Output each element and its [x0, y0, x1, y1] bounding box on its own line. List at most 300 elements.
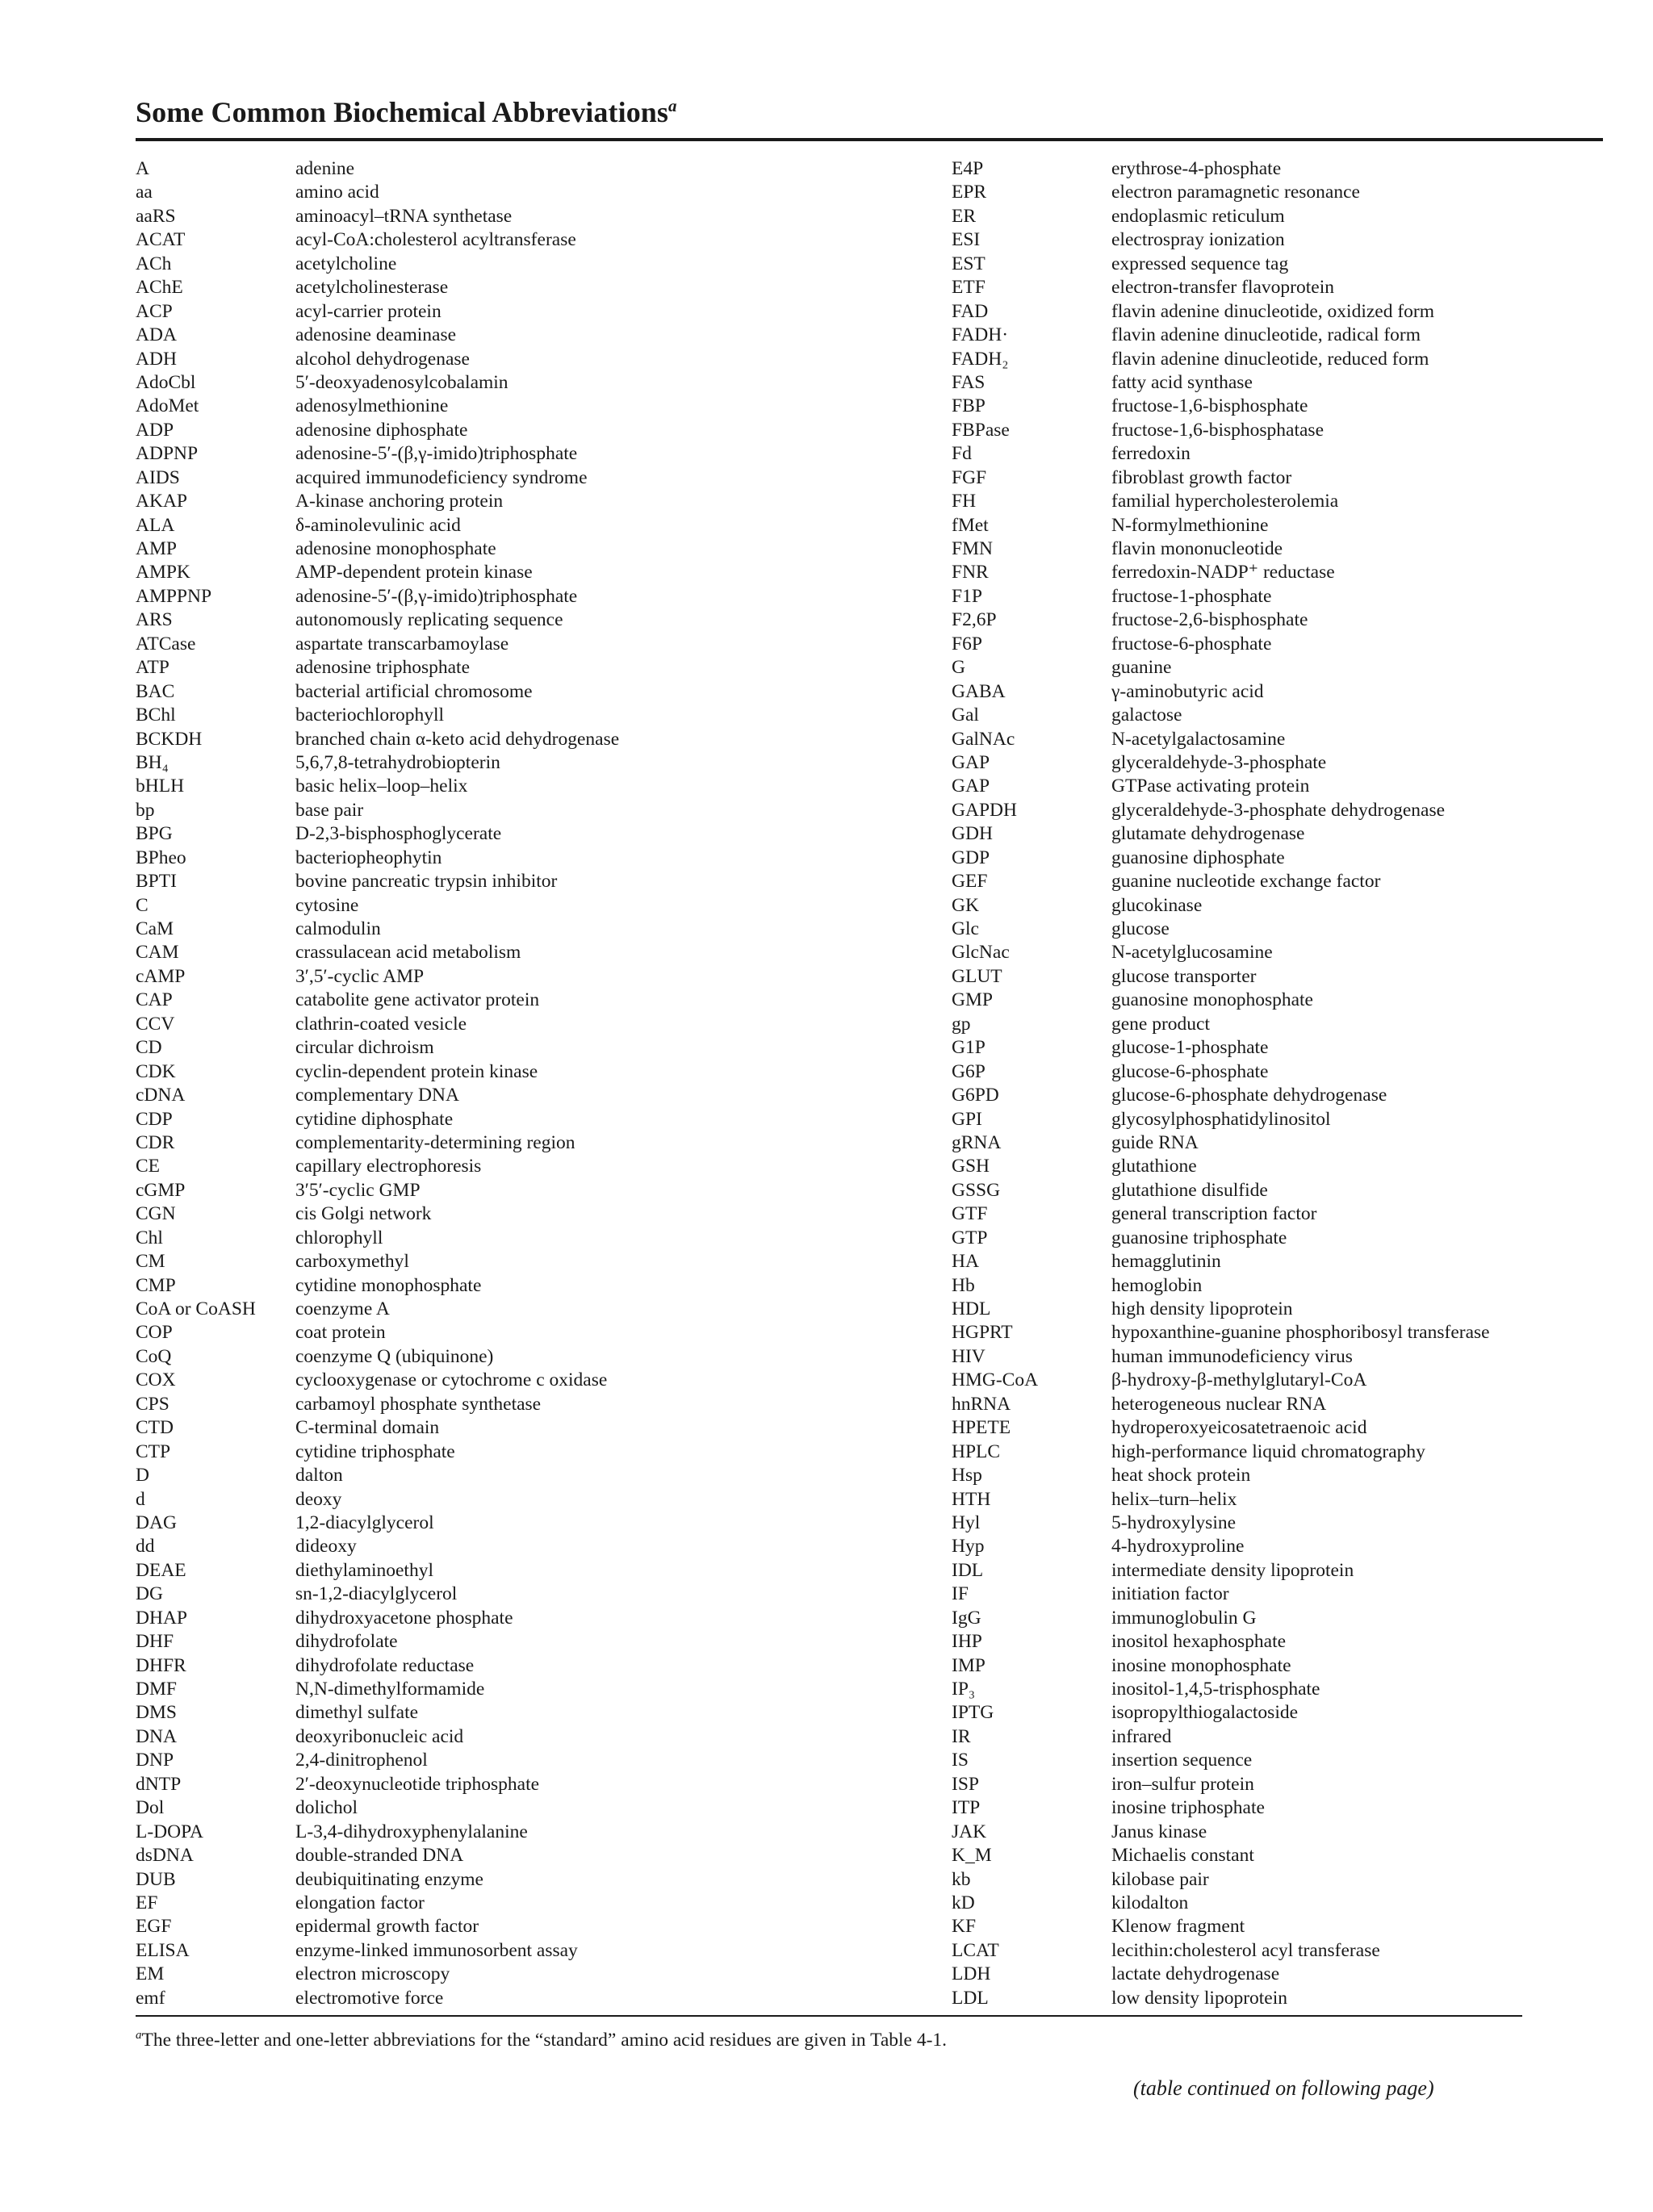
abbreviation-row — [952, 276, 1490, 299]
abbreviation-row — [952, 1512, 1490, 1535]
abbreviation: HTH — [952, 1488, 991, 1510]
abbreviation: FNR — [952, 562, 989, 583]
abbreviation-row — [136, 276, 619, 299]
abbreviation-row — [136, 561, 619, 584]
title-text: Some Common Biochemical Abbreviations — [136, 96, 669, 128]
definition: iron–sulfur protein — [1111, 1773, 1254, 1795]
definition: dolichol — [295, 1797, 358, 1819]
definition: helix–turn–helix — [1111, 1488, 1237, 1510]
abbreviation: BPTI — [136, 871, 177, 893]
abbreviation: G6PD — [952, 1085, 999, 1106]
definition: carboxymethyl — [295, 1251, 409, 1273]
abbreviation-row — [136, 157, 619, 181]
abbreviation: COP — [136, 1322, 173, 1344]
abbreviation-row — [136, 324, 619, 347]
definition: glutathione disulfide — [1111, 1179, 1268, 1201]
continued-note: (table continued on following page) — [1133, 2076, 1434, 2100]
abbreviation: AdoCbl — [136, 371, 196, 393]
abbreviation-row — [136, 1607, 619, 1630]
abbreviation: IS — [952, 1750, 969, 1771]
abbreviation-row — [136, 253, 619, 276]
abbreviation-row — [952, 704, 1490, 727]
abbreviation-row — [952, 1416, 1490, 1440]
abbreviation-row — [952, 253, 1490, 276]
abbreviation-row — [952, 585, 1490, 608]
definition: bacteriochlorophyll — [295, 705, 445, 726]
definition: bacteriopheophytin — [295, 847, 442, 868]
definition: fructose-1-phosphate — [1111, 585, 1272, 607]
abbreviation-row — [952, 1607, 1490, 1630]
abbreviation: CoA or CoASH — [136, 1298, 256, 1319]
abbreviation-row — [952, 680, 1490, 704]
definition: electron-transfer flavoprotein — [1111, 277, 1334, 299]
abbreviation-row — [952, 300, 1490, 324]
abbreviation-row — [952, 1915, 1490, 1938]
abbreviation: cAMP — [136, 965, 186, 987]
definition: calmodulin — [295, 918, 381, 939]
abbreviation: ACP — [136, 300, 173, 322]
definition: coenzyme A — [295, 1298, 390, 1319]
abbreviation: AdoMet — [136, 395, 199, 417]
definition: 1,2-diacylglycerol — [295, 1512, 434, 1533]
abbreviation: ADA — [136, 324, 177, 346]
abbreviation: GAP — [952, 751, 990, 773]
abbreviation: aaRS — [136, 205, 176, 227]
abbreviation: COX — [136, 1369, 176, 1391]
abbreviation: CM — [136, 1251, 165, 1273]
abbreviation: FAS — [952, 371, 986, 393]
definition: hydroperoxyeicosatetraenoic acid — [1111, 1417, 1367, 1439]
abbreviation: EGF — [136, 1916, 172, 1938]
abbreviation: FBP — [952, 395, 986, 417]
abbreviation-row — [136, 1678, 619, 1701]
abbreviation: FADH· — [952, 324, 1009, 346]
definition: N-acetylgalactosamine — [1111, 728, 1286, 750]
abbreviation: GTF — [952, 1203, 988, 1225]
abbreviation: HPETE — [952, 1417, 1011, 1439]
abbreviation-row — [136, 918, 619, 941]
definition: fructose-6-phosphate — [1111, 633, 1272, 654]
abbreviation: IHP — [952, 1631, 982, 1653]
definition: galactose — [1111, 705, 1182, 726]
abbreviation-row — [952, 1131, 1490, 1155]
abbreviation-row — [136, 941, 619, 964]
abbreviation-row — [952, 656, 1490, 679]
abbreviation: ALA — [136, 514, 175, 536]
abbreviation: F2,6P — [952, 609, 997, 631]
abbreviation-row — [136, 1227, 619, 1250]
abbreviation-row — [136, 1441, 619, 1464]
definition: adenosylmethionine — [295, 395, 449, 417]
definition: cyclooxygenase or cytochrome c oxidase — [295, 1369, 608, 1391]
abbreviation-row — [952, 1630, 1490, 1654]
abbreviation: bp — [136, 799, 155, 821]
abbreviation-row — [136, 442, 619, 466]
abbreviation: GEF — [952, 871, 988, 893]
definition: N,N-dimethylformamide — [295, 1679, 485, 1700]
abbreviation-row — [952, 847, 1490, 870]
abbreviation-row — [952, 228, 1490, 252]
abbreviation: AMP — [136, 538, 177, 559]
abbreviation-row — [136, 1821, 619, 1844]
page-title — [136, 95, 677, 129]
abbreviation: d — [136, 1488, 145, 1510]
abbreviation-row — [136, 656, 619, 679]
abbreviation-row — [952, 822, 1490, 846]
definition: autonomously replicating sequence — [295, 609, 563, 631]
abbreviation-row — [952, 1084, 1490, 1107]
abbreviation-row — [136, 1179, 619, 1202]
abbreviation-row — [136, 1725, 619, 1749]
abbreviation: IF — [952, 1583, 969, 1605]
abbreviation: GPI — [952, 1108, 982, 1130]
definition: glyceraldehyde-3-phosphate — [1111, 751, 1327, 773]
definition: capillary electrophoresis — [295, 1156, 482, 1177]
abbreviation-row — [952, 1060, 1490, 1084]
definition: expressed sequence tag — [1111, 253, 1289, 274]
abbreviation-row — [952, 157, 1490, 181]
top-rule — [136, 138, 1603, 141]
abbreviation: Chl — [136, 1227, 163, 1248]
abbreviation-row — [136, 799, 619, 822]
abbreviation-row — [136, 633, 619, 656]
abbreviation: FMN — [952, 538, 993, 559]
abbreviation-row — [952, 1013, 1490, 1036]
abbreviation: DAG — [136, 1512, 177, 1533]
definition: guanosine monophosphate — [1111, 989, 1313, 1011]
abbreviation: ATP — [136, 657, 169, 679]
abbreviation: CD — [136, 1037, 162, 1059]
abbreviation-row — [952, 1868, 1490, 1892]
definition: low density lipoprotein — [1111, 1987, 1288, 2009]
abbreviation: GSSG — [952, 1179, 1001, 1201]
abbreviation: CTD — [136, 1417, 174, 1439]
abbreviation-row — [952, 348, 1490, 371]
abbreviation-row — [136, 181, 619, 204]
abbreviation-row — [136, 348, 619, 371]
abbreviation-row — [136, 1345, 619, 1369]
abbreviation: HGPRT — [952, 1322, 1013, 1344]
abbreviation-row — [136, 1583, 619, 1606]
abbreviation: LCAT — [952, 1939, 999, 1961]
abbreviation: AChE — [136, 277, 183, 299]
definition: dihydroxyacetone phosphate — [295, 1607, 513, 1629]
definition: gene product — [1111, 1013, 1211, 1035]
abbreviation-row — [952, 1036, 1490, 1060]
definition: electromotive force — [295, 1987, 444, 2009]
abbreviation-row — [136, 1868, 619, 1892]
abbreviation-row — [136, 228, 619, 252]
abbreviation: GlcNac — [952, 942, 1010, 964]
abbreviation: HMG-CoA — [952, 1369, 1039, 1391]
abbreviation: HIV — [952, 1345, 986, 1367]
abbreviation: CE — [136, 1156, 161, 1177]
definition: fibroblast growth factor — [1111, 466, 1292, 488]
abbreviation: bHLH — [136, 776, 185, 797]
abbreviation: CoQ — [136, 1345, 172, 1367]
abbreviation-row — [952, 1749, 1490, 1772]
abbreviation: CGN — [136, 1203, 176, 1225]
definition: double-stranded DNA — [295, 1845, 464, 1867]
abbreviation-row — [136, 1796, 619, 1820]
abbreviation: ER — [952, 205, 977, 227]
abbreviation-row — [136, 1416, 619, 1440]
abbreviation-row — [952, 537, 1490, 561]
definition: adenine — [295, 158, 355, 179]
abbreviation: IMP — [952, 1654, 986, 1676]
definition: diethylaminoethyl — [295, 1559, 433, 1581]
abbreviation: DG — [136, 1583, 163, 1605]
abbreviation: gp — [952, 1013, 971, 1035]
abbreviation: DHAP — [136, 1607, 187, 1629]
definition: glyceraldehyde-3-phosphate dehydrogenase — [1111, 799, 1446, 821]
definition: flavin adenine dinucleotide, oxidized form — [1111, 300, 1435, 322]
abbreviation-row — [952, 1345, 1490, 1369]
abbreviation: gRNA — [952, 1131, 1002, 1153]
abbreviation: Fd — [952, 443, 972, 465]
definition: branched chain α-keto acid dehydrogenase — [295, 728, 620, 750]
definition: human immunodeficiency virus — [1111, 1345, 1353, 1367]
abbreviation: GSH — [952, 1156, 990, 1177]
abbreviation: hnRNA — [952, 1393, 1011, 1415]
abbreviation-row — [952, 1108, 1490, 1131]
definition: glutamate dehydrogenase — [1111, 823, 1305, 845]
abbreviation-row — [952, 633, 1490, 656]
abbreviation: ACAT — [136, 229, 186, 251]
definition: acyl-carrier protein — [295, 300, 441, 322]
abbreviation-row — [952, 918, 1490, 941]
abbreviation: BH₄ — [136, 751, 169, 773]
definition: catabolite gene activator protein — [295, 989, 540, 1011]
abbreviation-row — [952, 751, 1490, 775]
abbreviation: GK — [952, 894, 979, 916]
definition: immunoglobulin G — [1111, 1607, 1257, 1629]
definition: enzyme-linked immunosorbent assay — [295, 1939, 578, 1961]
definition: AMP-dependent protein kinase — [295, 562, 533, 583]
definition: aspartate transcarbamoylase — [295, 633, 509, 654]
definition: cis Golgi network — [295, 1203, 432, 1225]
definition: epidermal growth factor — [295, 1916, 479, 1938]
abbreviation: IPTG — [952, 1702, 994, 1724]
definition: adenosine monophosphate — [295, 538, 496, 559]
abbreviation-row — [952, 1227, 1490, 1250]
definition: GTPase activating protein — [1111, 776, 1310, 797]
abbreviation: AIDS — [136, 466, 180, 488]
abbreviation: G1P — [952, 1037, 986, 1059]
abbreviation-row — [136, 1298, 619, 1321]
definition: hemagglutinin — [1111, 1251, 1221, 1273]
abbreviation-row — [136, 1701, 619, 1725]
definition: cytidine diphosphate — [295, 1108, 454, 1130]
abbreviation-row — [952, 514, 1490, 537]
abbreviation-row — [136, 585, 619, 608]
abbreviation: GDH — [952, 823, 993, 845]
abbreviation-row — [952, 1298, 1490, 1321]
abbreviation-row — [136, 1036, 619, 1060]
abbreviation-row — [136, 1559, 619, 1583]
abbreviation: FGF — [952, 466, 987, 488]
abbreviation: BChl — [136, 705, 176, 726]
abbreviation-row — [136, 989, 619, 1012]
definition: dihydrofolate reductase — [295, 1654, 475, 1676]
definition: bovine pancreatic trypsin inhibitor — [295, 871, 558, 893]
abbreviation-row — [952, 965, 1490, 989]
abbreviation: IDL — [952, 1559, 984, 1581]
abbreviation-row — [952, 608, 1490, 632]
definition: adenosine-5′-(β,γ-imido)triphosphate — [295, 585, 578, 607]
abbreviation: Hsp — [952, 1465, 982, 1487]
definition: 5,6,7,8-tetrahydrobiopterin — [295, 751, 500, 773]
abbreviation-row — [952, 1393, 1490, 1416]
abbreviation-row — [952, 490, 1490, 513]
definition: ferredoxin-NADP⁺ reductase — [1111, 562, 1335, 583]
abbreviation: LDH — [952, 1963, 991, 1985]
abbreviation-row — [952, 1179, 1490, 1202]
abbreviation: Dol — [136, 1797, 165, 1819]
definition: chlorophyll — [295, 1227, 383, 1248]
definition: dihydrofolate — [295, 1631, 398, 1653]
abbreviation: ESI — [952, 229, 981, 251]
definition: isopropylthiogalactoside — [1111, 1702, 1299, 1724]
definition: cytidine monophosphate — [295, 1274, 482, 1296]
abbreviation-row — [952, 1987, 1490, 2010]
abbreviation: IgG — [952, 1607, 981, 1629]
definition: inositol hexaphosphate — [1111, 1631, 1287, 1653]
abbreviation-row — [952, 1654, 1490, 1678]
abbreviation: ATCase — [136, 633, 196, 654]
abbreviation: FADH₂ — [952, 348, 1009, 370]
definition: guanine — [1111, 657, 1172, 679]
abbreviation: KF — [952, 1916, 977, 1938]
abbreviation-row — [136, 1892, 619, 1915]
abbreviation-row — [136, 680, 619, 704]
definition: deubiquitinating enzyme — [295, 1868, 483, 1890]
abbreviation-row — [136, 847, 619, 870]
abbreviation: FBPase — [952, 419, 1010, 441]
definition: N-formylmethionine — [1111, 514, 1269, 536]
abbreviation: IR — [952, 1725, 971, 1747]
definition: amino acid — [295, 182, 379, 203]
abbreviation: emf — [136, 1987, 165, 2009]
abbreviation-row — [952, 1250, 1490, 1273]
abbreviation-row — [952, 1464, 1490, 1487]
abbreviation: ELISA — [136, 1939, 190, 1961]
definition: D-2,3-bisphosphoglycerate — [295, 823, 502, 845]
abbreviation: K_M — [952, 1845, 992, 1867]
definition: circular dichroism — [295, 1037, 434, 1059]
definition: Janus kinase — [1111, 1821, 1207, 1842]
abbreviation: DEAE — [136, 1559, 186, 1581]
abbreviation: EST — [952, 253, 986, 274]
abbreviation-row — [136, 965, 619, 989]
abbreviation-row — [136, 728, 619, 751]
abbreviation: G — [952, 657, 965, 679]
abbreviation-row — [952, 181, 1490, 204]
abbreviation: ACh — [136, 253, 172, 274]
definition: glucokinase — [1111, 894, 1203, 916]
definition: electron paramagnetic resonance — [1111, 182, 1360, 203]
abbreviation-row — [136, 1773, 619, 1796]
abbreviation: GDP — [952, 847, 990, 868]
definition: general transcription factor — [1111, 1203, 1317, 1225]
abbreviation: GTP — [952, 1227, 988, 1248]
abbreviation-row — [952, 941, 1490, 964]
abbreviation: Hyl — [952, 1512, 981, 1533]
abbreviation-row — [136, 1060, 619, 1084]
abbreviation: D — [136, 1465, 149, 1487]
abbreviation-row — [136, 1155, 619, 1178]
abbreviation: kD — [952, 1892, 975, 1913]
abbreviation-row — [952, 1725, 1490, 1749]
definition: crassulacean acid metabolism — [295, 942, 521, 964]
abbreviation-row — [136, 466, 619, 490]
definition: 5-hydroxylysine — [1111, 1512, 1237, 1533]
definition: 3′5′-cyclic GMP — [295, 1179, 421, 1201]
abbreviation-row — [952, 799, 1490, 822]
definition: adenosine triphosphate — [295, 657, 471, 679]
abbreviation: JAK — [952, 1821, 987, 1842]
abbreviation-row — [136, 1844, 619, 1867]
abbreviation-row — [952, 1535, 1490, 1558]
definition: glucose — [1111, 918, 1170, 939]
abbreviation-row — [136, 1915, 619, 1938]
abbreviation: AMPPNP — [136, 585, 212, 607]
abbreviation-row — [952, 1441, 1490, 1464]
abbreviation-row — [136, 1202, 619, 1226]
definition: glucose-6-phosphate dehydrogenase — [1111, 1085, 1387, 1106]
definition: ferredoxin — [1111, 443, 1191, 465]
definition: 3′,5′-cyclic AMP — [295, 965, 425, 987]
abbreviation-row — [952, 728, 1490, 751]
abbreviation-row — [952, 1821, 1490, 1844]
abbreviation-row — [136, 300, 619, 324]
abbreviation-row — [136, 1108, 619, 1131]
definition: cytosine — [295, 894, 359, 916]
abbreviation: dd — [136, 1536, 155, 1558]
abbreviation-row — [136, 1939, 619, 1963]
abbreviation: BPG — [136, 823, 173, 845]
abbreviation: IP₃ — [952, 1679, 976, 1700]
abbreviation: L-DOPA — [136, 1821, 204, 1842]
definition: kilodalton — [1111, 1892, 1189, 1913]
definition: glucose-1-phosphate — [1111, 1037, 1269, 1059]
abbreviation-row — [136, 822, 619, 846]
abbreviation: GMP — [952, 989, 993, 1011]
abbreviation: fMet — [952, 514, 989, 536]
abbreviation: GAP — [952, 776, 990, 797]
abbreviation-row — [136, 894, 619, 918]
abbreviation: HDL — [952, 1298, 991, 1319]
definition: A-kinase anchoring protein — [295, 491, 504, 512]
abbreviation: E4P — [952, 158, 984, 179]
abbreviation: BCKDH — [136, 728, 203, 750]
abbreviation-row — [136, 704, 619, 727]
abbreviation-row — [136, 1369, 619, 1392]
abbreviation: CPS — [136, 1393, 169, 1415]
definition: guanosine triphosphate — [1111, 1227, 1287, 1248]
abbreviation: LDL — [952, 1987, 989, 2009]
abbreviation-row — [952, 1155, 1490, 1178]
abbreviation: DNP — [136, 1750, 174, 1771]
definition: flavin adenine dinucleotide, reduced form — [1111, 348, 1429, 370]
abbreviation-row — [136, 1535, 619, 1558]
abbreviation: CaM — [136, 918, 174, 939]
definition: flavin mononucleotide — [1111, 538, 1283, 559]
abbreviation-row — [136, 1987, 619, 2010]
abbreviation-row — [136, 1512, 619, 1535]
definition: 2′-deoxynucleotide triphosphate — [295, 1773, 540, 1795]
definition: fructose-1,6-bisphosphatase — [1111, 419, 1324, 441]
